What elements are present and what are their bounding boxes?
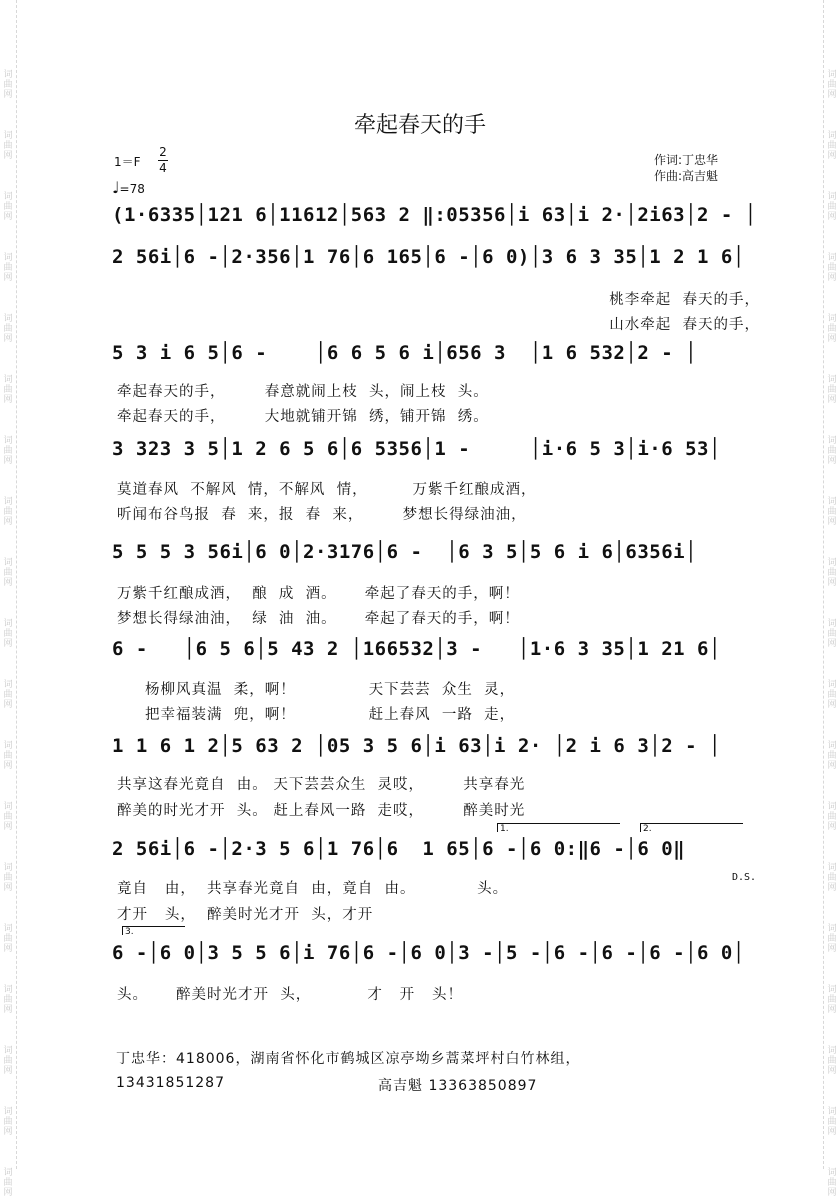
lyric-line: 梦想长得绿油油， 绿 油 油。 牵起了春天的手，啊！	[117, 611, 520, 627]
quarter-note-icon: ♩	[112, 178, 120, 197]
music-row-2: 2 56i│6 -│2·356│1 76│6 165│6 -│6 0)│3 6 3 35│1 2 1 6│	[112, 246, 745, 268]
margin-watermark-text: 词 曲 网	[827, 924, 837, 954]
margin-watermark-text: 词 曲 网	[3, 375, 13, 405]
margin-watermark-text: 词 曲 网	[3, 436, 13, 466]
lyric-line: 莫道春风 不解风 情，不解风 情， 万紫千红酿成酒，	[117, 482, 537, 498]
margin-watermark-text: 词 曲 网	[3, 619, 13, 649]
time-signature	[158, 145, 168, 176]
lyricist: 作词:丁忠华	[654, 153, 719, 167]
margin-watermark-text: 词 曲 网	[3, 985, 13, 1015]
volta-2: 2.	[640, 823, 743, 832]
margin-watermark-text: 词 曲 网	[827, 558, 837, 588]
song-title: 牵起春天的手	[353, 113, 486, 138]
margin-watermark-text: 词 曲 网	[827, 253, 837, 283]
credits	[654, 152, 718, 184]
margin-watermark-text: 词 曲 网	[827, 192, 837, 222]
margin-watermark-text: 词 曲 网	[827, 131, 837, 161]
margin-watermark-text: 词 曲 网	[3, 741, 13, 771]
left-margin-watermark	[0, 0, 17, 1198]
contact-line-1: 丁忠华：418006，湖南省怀化市鹤城区凉亭坳乡蒿菜坪村白竹林组，	[116, 1051, 581, 1067]
lyric-line: 牵起春天的手， 大地就铺开锦 绣，铺开锦 绣。	[117, 409, 489, 425]
music-row-5: 5 5 5 3 56i│6 0│2·3176│6 - │6 3 5│5 6 i 6│6356i│	[112, 541, 698, 563]
contact-phone-lyricist: 13431851287	[116, 1075, 225, 1091]
margin-watermark-text: 词 曲 网	[827, 863, 837, 893]
margin-watermark-text: 词 曲 网	[827, 802, 837, 832]
margin-watermark-text: 词 曲 网	[827, 1107, 837, 1137]
dal-segno-marking: D.S.	[732, 872, 757, 883]
margin-watermark-text: 词 曲 网	[827, 1046, 837, 1076]
margin-watermark-text: 词 曲 网	[827, 436, 837, 466]
margin-watermark-text: 词 曲 网	[3, 253, 13, 283]
margin-watermark-text: 词 曲 网	[3, 70, 13, 100]
lyric-line: 山水牵起 春天的手，	[609, 317, 760, 333]
right-margin-watermark	[823, 0, 840, 1198]
lyric-line: 把幸福装满 兜，啊！ 赶上春风 一路 走，	[117, 707, 516, 723]
key-signature: 1＝F	[114, 155, 141, 169]
tempo-marking	[112, 178, 145, 197]
lyric-line: 才开 头， 醉美时光才开 头，才开	[117, 907, 374, 923]
lyric-line: 牵起春天的手， 春意就闹上枝 头，闹上枝 头。	[117, 384, 489, 400]
margin-watermark-text: 词 曲 网	[3, 131, 13, 161]
music-row-4: 3 323 3 5│1 2 6 5 6│6 5356│1 - │i·6 5 3│i·6 53│	[112, 438, 721, 460]
music-row-7: 1 1 6 1 2│5 63 2 │05 3 5 6│i 63│i 2· │2 i 6 3│2 - │	[112, 735, 721, 757]
margin-watermark-text: 词 曲 网	[3, 558, 13, 588]
time-top: 2	[159, 145, 167, 159]
margin-watermark-text: 词 曲 网	[3, 863, 13, 893]
lyric-line: 共享这春光竟自 由。 天下芸芸众生 灵哎， 共享春光	[117, 777, 526, 793]
margin-watermark-text: 词 曲 网	[827, 314, 837, 344]
music-row-9: 6 -│6 0│3 5 5 6│i 76│6 -│6 0│3 -│5 -│6 -│6 -│6 -│6 0│	[112, 942, 745, 964]
margin-watermark-text: 词 曲 网	[827, 70, 837, 100]
time-bottom: 4	[159, 161, 167, 175]
margin-watermark-text: 词 曲 网	[3, 680, 13, 710]
lyric-line: 头。 醉美时光才开 头， 才 开 头！	[117, 987, 464, 1003]
tempo-value: =78	[119, 182, 145, 196]
music-row-1: (1·6335│121 6│11612│563 2 ‖:05356│i 63│i 2·│2i63│2 - │	[112, 204, 757, 226]
lyric-line: 竟自 由， 共享春光竟自 由，竟自 由。 头。	[117, 881, 509, 897]
margin-watermark-text: 词 曲 网	[827, 680, 837, 710]
margin-watermark-text: 词 曲 网	[3, 1107, 13, 1137]
music-row-8: 2 56i│6 -│2·3 5 6│1 76│6 1 65│6 -│6 0:‖6 -│6 0‖	[112, 838, 686, 860]
lyric-line: 听闻布谷鸟报 春 来，报 春 来， 梦想长得绿油油，	[117, 507, 527, 523]
lyric-line: 万紫千红酿成酒， 酿 成 酒。 牵起了春天的手，啊！	[117, 586, 520, 602]
contact-phone-composer: 高吉魁 13363850897	[378, 1078, 538, 1094]
lyric-line: 醉美的时光才开 头。 赶上春风一路 走哎， 醉美时光	[117, 803, 526, 819]
margin-watermark-text: 词 曲 网	[3, 924, 13, 954]
music-row-6: 6 - │6 5 6│5 43 2 │166532│3 - │1·6 3 35│1 21 6│	[112, 638, 721, 660]
margin-watermark-text: 词 曲 网	[3, 802, 13, 832]
music-row-3: 5 3 i 6 5│6 - │6 6 5 6 i│656 3 │1 6 532│2 - │	[112, 342, 698, 364]
margin-watermark-text: 词 曲 网	[3, 1168, 13, 1198]
volta-3: 3.	[122, 926, 185, 935]
margin-watermark-text: 词 曲 网	[827, 985, 837, 1015]
volta-1: 1.	[497, 823, 620, 832]
margin-watermark-text: 词 曲 网	[3, 314, 13, 344]
lyric-line: 杨柳风真温 柔，啊！ 天下芸芸 众生 灵，	[117, 682, 516, 698]
margin-watermark-text: 词 曲 网	[3, 497, 13, 527]
margin-watermark-text: 词 曲 网	[827, 375, 837, 405]
margin-watermark-text: 词 曲 网	[827, 619, 837, 649]
margin-watermark-text: 词 曲 网	[827, 741, 837, 771]
lyric-line: 桃李牵起 春天的手，	[609, 292, 760, 308]
margin-watermark-text: 词 曲 网	[827, 497, 837, 527]
margin-watermark-text: 词 曲 网	[827, 1168, 837, 1198]
composer: 作曲:高吉魁	[654, 169, 719, 183]
margin-watermark-text: 词 曲 网	[3, 192, 13, 222]
margin-watermark-text: 词 曲 网	[3, 1046, 13, 1076]
